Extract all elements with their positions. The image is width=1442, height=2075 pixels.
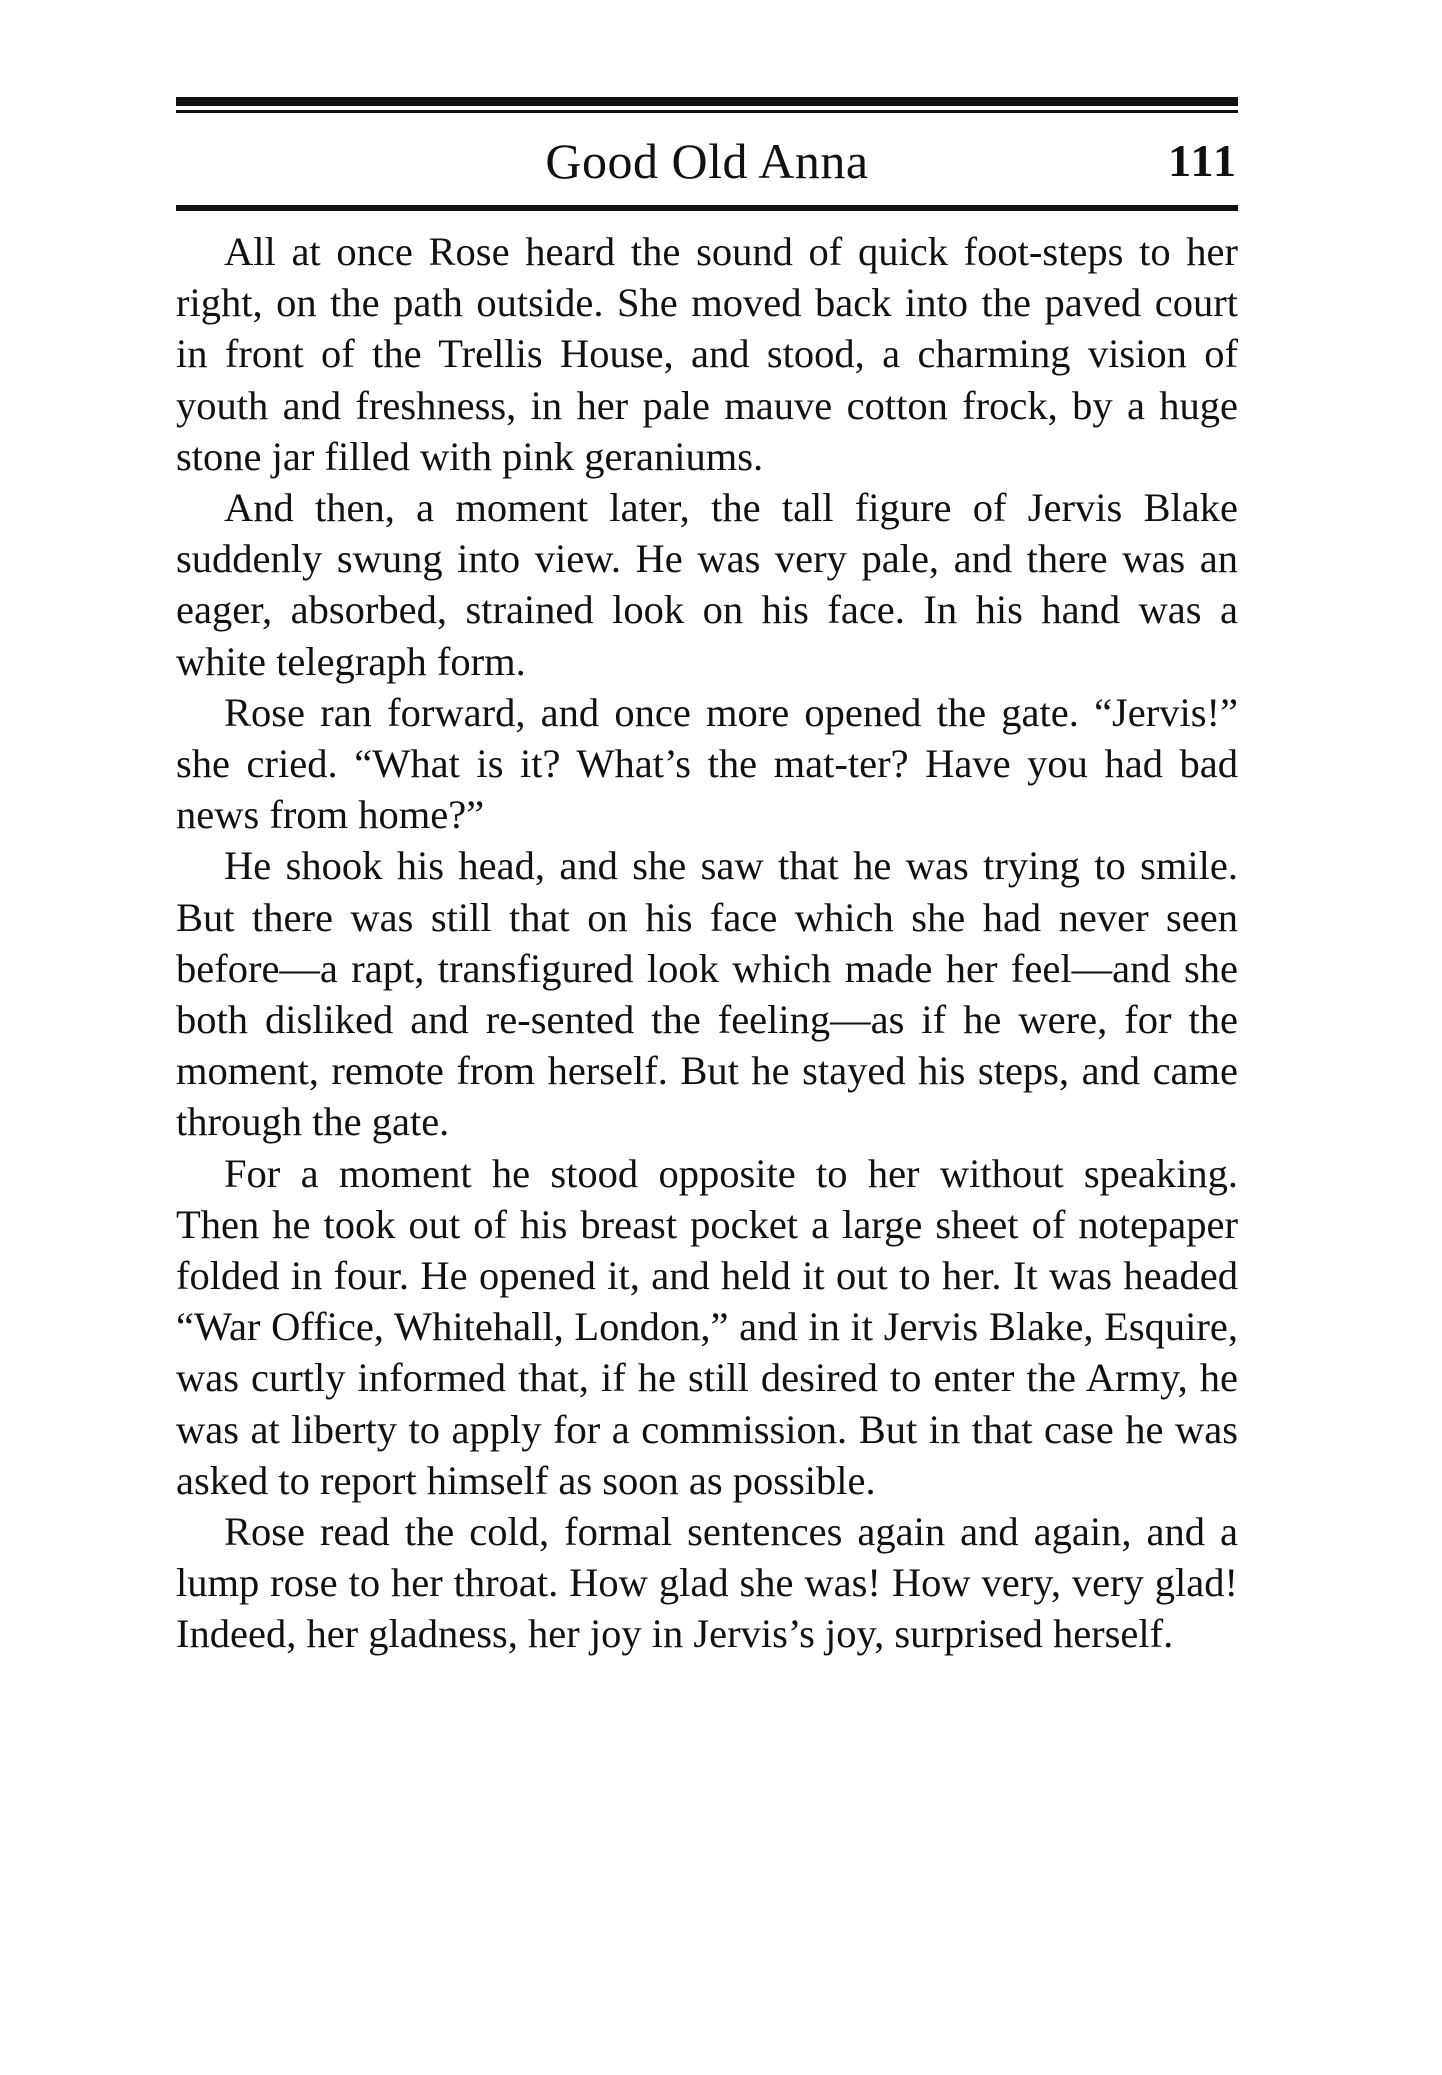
body-text: [176, 226, 1238, 1660]
header-rule-thin: [176, 110, 1238, 113]
paragraph: Rose ran forward, and once more opened the gate. “Jervis!” she cried. “What is it? What’s the mat-ter? Have you had bad news from home?”: [176, 689, 1238, 838]
paragraph: And then, a moment later, the tall figure of Jervis Blake suddenly swung into view. He was very pale, and there was an eager, absorbed, strained look on his face. In his hand was a white telegraph form.: [176, 485, 1238, 684]
paragraph: For a moment he stood opposite to her without speaking. Then he took out of his breast pocket a large sheet of notepaper folded in four. He opened it, and held it out to her. It was headed “War Office, Whitehall, London,” and in it Jervis Blake, Esquire, was curtly informed that, if he still desired to enter the Army, he was at liberty to apply for a commission. But in that case he was asked to report himself as soon as possible.: [176, 1150, 1238, 1503]
header-rule-bottom: [176, 205, 1238, 211]
running-title: Good Old Anna: [545, 133, 869, 189]
paragraph: All at once Rose heard the sound of quick foot-steps to her right, on the path outside. She moved back into the paved court in front of the Trellis House, and stood, a charming vision of youth and freshness, in her pale mauve cotton frock, by a huge stone jar filled with pink geraniums.: [176, 229, 1238, 479]
page-number: 111: [1168, 135, 1238, 186]
header-rule-thick: [176, 97, 1238, 106]
running-head: [176, 125, 1238, 197]
paragraph: He shook his head, and she saw that he was trying to smile. But there was still that on his face which she had never seen before—a rapt, transfigured look which made her feel—and she both disliked and re-sented the feeling—as if he were, for the moment, remote from herself. But he stayed his steps, and came through the gate.: [176, 843, 1238, 1145]
paragraph: Rose read the cold, formal sentences again and again, and a lump rose to her throat. How glad she was! How very, very glad! Indeed, her gladness, her joy in Jervis’s joy, surprised herself.: [176, 1509, 1238, 1657]
